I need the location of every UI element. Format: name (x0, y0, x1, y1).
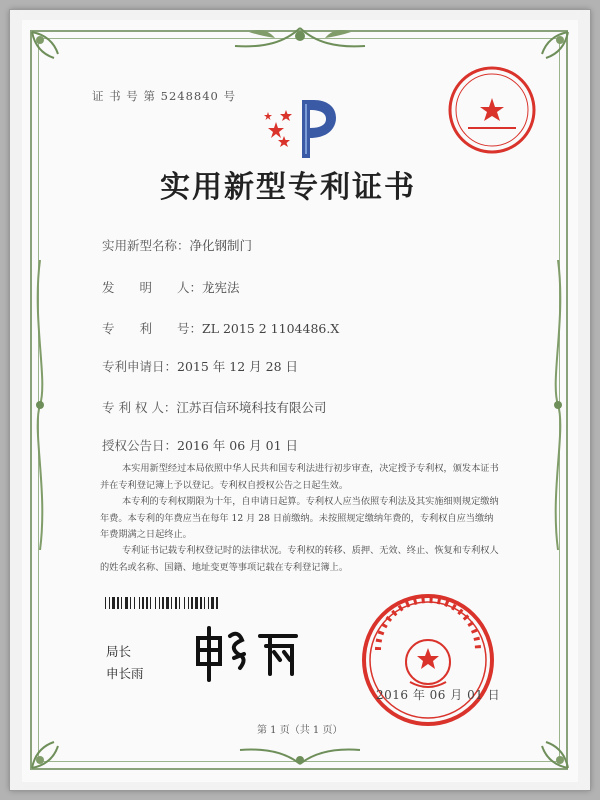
barcode-bar (134, 597, 135, 609)
barcode-bar (191, 597, 193, 609)
certificate-paragraph: 本实用新型经过本局依照中华人民共和国专利法进行初步审查，决定授予专利权，颁发本证书并在专利登记簿上予以登记。专利权自授权公告之日起生效。 (100, 463, 499, 491)
barcode-bar (184, 597, 185, 609)
national-ip-administration-seal-icon (358, 590, 501, 730)
barcode-bar (112, 597, 115, 609)
field-label: 专 利 号： (102, 321, 203, 336)
field-label: 专 利 权 人： (102, 400, 177, 415)
field-value: 净化钢制门 (189, 238, 253, 253)
certificate-title: 实用新型专利证书 (160, 170, 416, 205)
barcode-bar (159, 597, 160, 609)
side-ornament-icon (30, 260, 50, 550)
corner-ornament-icon (512, 712, 572, 772)
barcode-bar (179, 597, 180, 609)
barcode (105, 597, 283, 609)
field-label: 专利申请日： (102, 359, 178, 374)
bottom-ornament-icon (230, 744, 370, 768)
barcode-bar (109, 597, 110, 609)
barcode-bar (125, 597, 128, 609)
director-title: 局长 (106, 644, 132, 659)
patent-office-seal-icon (446, 64, 538, 156)
certificate-paragraph: 本专利的专利权期限为十年，自申请日起算。专利权人应当依照专利法及其实施细则规定缴纳年费。本专利的年费应当在每年 12 月 28 日前缴纳。未按照规定缴纳年费的，专利权自应当缴纳年费期满之日起终止。 (100, 496, 499, 540)
barcode-bar (204, 597, 205, 609)
field-value: 2016 年 06 月 01 日 (177, 438, 299, 453)
barcode-bar (200, 597, 202, 609)
barcode-bar (117, 597, 119, 609)
serial-label: 证 书 号 第 (92, 89, 156, 103)
barcode-bar (195, 597, 198, 609)
barcode-bar (166, 597, 169, 609)
director-signature-icon (190, 622, 310, 682)
field-patentee (102, 398, 326, 416)
barcode-bar (171, 597, 172, 609)
barcode-bar (146, 597, 148, 609)
field-value: 江苏百信环境科技有限公司 (176, 400, 327, 415)
field-inventor (102, 278, 240, 296)
barcode-bar (121, 597, 122, 609)
barcode-bar (150, 597, 151, 609)
field-grant-date (102, 436, 298, 454)
field-label: 实用新型名称： (102, 238, 190, 253)
barcode-bar (139, 597, 140, 609)
field-value: 龙宪法 (202, 280, 240, 295)
barcode-bar (162, 597, 164, 609)
barcode-bar (130, 597, 131, 609)
corner-ornament-icon (28, 712, 88, 772)
barcode-bar (155, 597, 156, 609)
field-label: 授权公告日： (102, 438, 178, 453)
top-ornament-icon (215, 24, 385, 58)
field-patent-number (102, 319, 339, 337)
serial-number: 5248840 (160, 89, 219, 103)
side-ornament-icon (548, 260, 568, 550)
field-value: 2015 年 12 月 28 日 (177, 359, 299, 374)
barcode-bar (216, 597, 218, 609)
director-name: 申长雨 (106, 666, 144, 681)
serial-suffix: 号 (223, 89, 236, 103)
barcode-bar (175, 597, 177, 609)
barcode-bar (142, 597, 144, 609)
seal-date: 2016 年 06 月 01 日 (376, 688, 501, 702)
corner-ornament-icon (28, 28, 88, 88)
patent-office-logo-icon (262, 92, 342, 164)
field-application-date (102, 357, 298, 375)
page-number: 第 1 页（共 1 页） (257, 725, 343, 736)
barcode-bar (211, 597, 214, 609)
barcode-bar (188, 597, 189, 609)
barcode-bar (105, 597, 106, 609)
barcode-bar (208, 597, 209, 609)
field-utility-model-name (102, 236, 252, 254)
field-label: 发 明 人： (102, 280, 203, 295)
certificate-paragraph: 专利证书记载专利权登记时的法律状况。专利权的转移、质押、无效、终止、恢复和专利权人的姓名或名称、国籍、地址变更等事项记载在专利登记簿上。 (100, 545, 499, 573)
field-value: ZL 2015 2 1104486.X (202, 321, 340, 336)
certificate-serial (92, 88, 236, 104)
